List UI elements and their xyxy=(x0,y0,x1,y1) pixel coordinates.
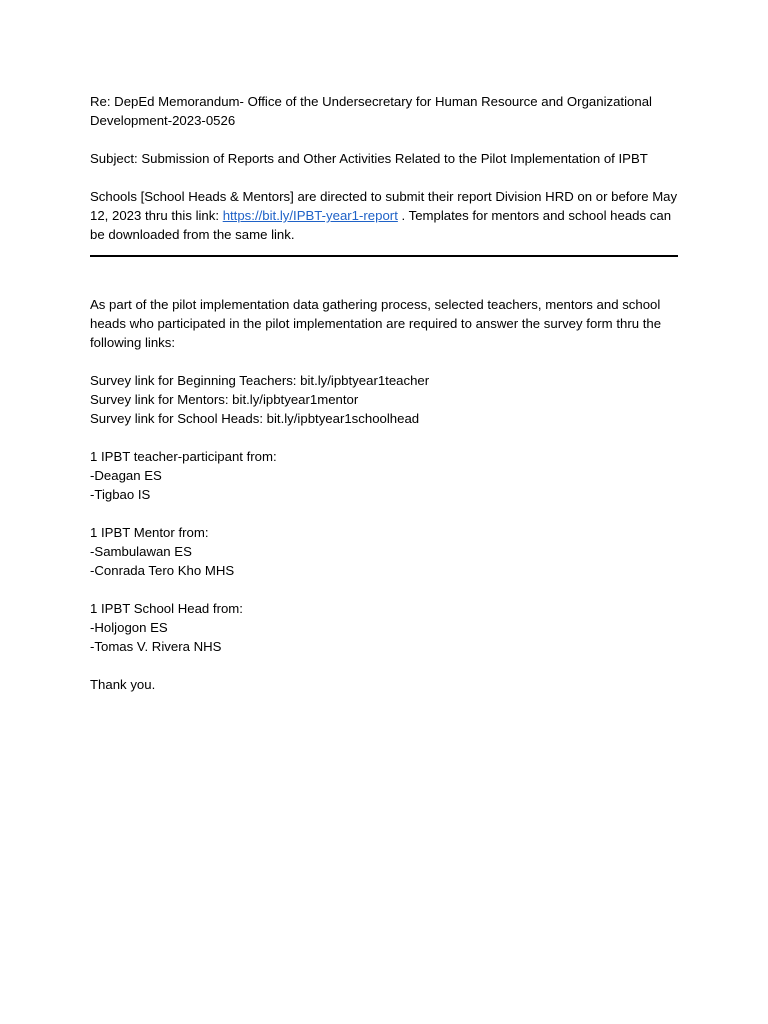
report-link[interactable]: https://bit.ly/IPBT-year1-report xyxy=(222,208,398,223)
participant-heading-school-head: 1 IPBT School Head from: xyxy=(90,601,243,616)
participant-heading-teacher: 1 IPBT teacher-participant from: xyxy=(90,449,277,464)
spacer xyxy=(90,168,682,187)
directive-text-before: Schools [School Heads & Mentors] are directed to submit their report Division HRD on or before May 12, 2023 thru this link: xyxy=(90,189,678,223)
survey-link-school-heads: Survey link for School Heads: bit.ly/ipbtyear1schoolhead xyxy=(90,411,420,426)
document-page xyxy=(90,92,682,694)
memo-subject: Subject: Submission of Reports and Other Activities Related to the Pilot Implementation of IPBT xyxy=(90,151,648,166)
participant-school: -Sambulawan ES xyxy=(90,544,192,559)
survey-intro: As part of the pilot implementation data gathering process, selected teachers, mentors and school heads who participated in the pilot implementation are required to answer the survey form thru the following links: xyxy=(90,297,662,350)
spacer xyxy=(90,257,682,295)
spacer xyxy=(90,428,682,447)
participant-school: -Deagan ES xyxy=(90,468,162,483)
memo-reference: Re: DepEd Memorandum- Office of the Undersecretary for Human Resource and Organizational Development-2023-0526 xyxy=(90,94,652,128)
participant-school: -Holjogon ES xyxy=(90,620,168,635)
spacer xyxy=(90,130,682,149)
spacer xyxy=(90,352,682,371)
survey-link-mentors: Survey link for Mentors: bit.ly/ipbtyear1mentor xyxy=(90,392,359,407)
participant-school: -Tigbao IS xyxy=(90,487,151,502)
participant-school: -Conrada Tero Kho MHS xyxy=(90,563,235,578)
closing-line: Thank you. xyxy=(90,677,156,692)
memo-directive xyxy=(90,187,682,244)
spacer xyxy=(90,656,682,675)
spacer xyxy=(90,580,682,599)
directive-text-after: . Templates for mentors and school heads can be downloaded from the same link. xyxy=(90,208,672,242)
spacer xyxy=(90,504,682,523)
participant-heading-mentor: 1 IPBT Mentor from: xyxy=(90,525,209,540)
survey-link-teachers: Survey link for Beginning Teachers: bit.ly/ipbtyear1teacher xyxy=(90,373,430,388)
participant-school: -Tomas V. Rivera NHS xyxy=(90,639,222,654)
